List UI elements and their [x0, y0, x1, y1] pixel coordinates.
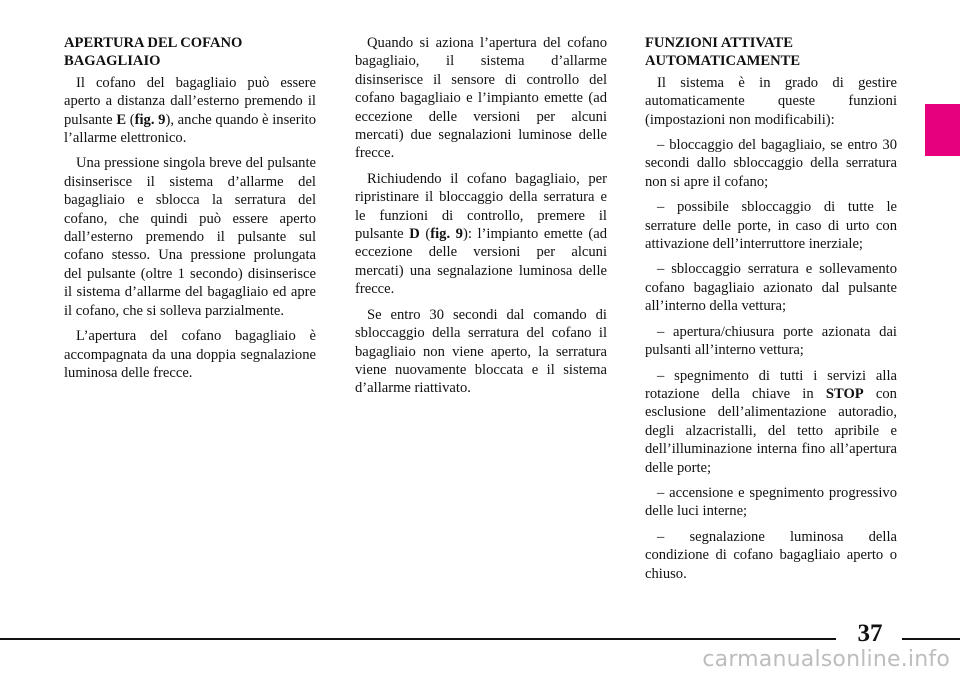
- text-run: (: [419, 226, 431, 243]
- list-item: – sbloccaggio serratura e sollevamento cofano bagagliaio azionato dal pulsante all’interno della vettura;: [645, 261, 897, 315]
- page-number: 37: [857, 620, 883, 647]
- footer-rule-left: [0, 638, 836, 640]
- figure-reference: fig. 9: [430, 226, 463, 243]
- paragraph: [64, 74, 316, 148]
- text-run: (: [126, 111, 135, 128]
- paragraph: [355, 170, 607, 299]
- watermark-text: carmanualsonline.info: [702, 647, 950, 672]
- button-reference: E: [116, 111, 127, 128]
- section-heading-funzioni: [645, 34, 897, 71]
- heading-line-2: AUTOMATICAMENTE: [645, 53, 801, 70]
- list-item: – possibile sbloccaggio di tutte le serrature delle porte, in caso di urto con attivazione dell’interruttore inerziale;: [645, 199, 897, 253]
- column-3: [645, 34, 897, 590]
- paragraph: Quando si aziona l’apertura del cofano bagagliaio, il sistema d’allarme disinserisce il sensore di controllo del cofano bagagliaio e l’impianto emette (ad eccezione delle versioni per alcuni mercati) due segnalazioni luminose delle frecce.: [355, 35, 607, 162]
- text-run: con esclusione dell’alimentazione autoradio, degli alzacristalli, del tetto apribile e dell’illuminazione interna fino all’apertura delle porte;: [645, 385, 897, 476]
- list-item: – apertura/chiusura porte azionata dai pulsanti all’interno vettura;: [645, 323, 897, 359]
- text-run: Richiudendo il cofano bagagliaio, per ripristinare il bloccaggio della serratura e le funzioni di controllo, premere il pulsante: [355, 170, 607, 243]
- text-run: – spegnimento di tutti i servizi alla rotazione della chiave in: [645, 367, 897, 402]
- text-run: ): l’impianto emette (ad eccezione delle versioni per alcuni mercati) una segnalazione luminosa delle frecce.: [355, 226, 607, 298]
- list-item: – bloccaggio del bagagliaio, se entro 30 secondi dallo sbloccaggio della serratura non si apre il cofano;: [645, 137, 897, 190]
- paragraph: Il sistema è in grado di gestire automaticamente queste funzioni (impostazioni non modificabili):: [645, 74, 897, 128]
- text-run: ), anche quando è inserito l’allarme elettronico.: [64, 111, 316, 147]
- list-item: – segnalazione luminosa della condizione di cofano bagagliaio aperto o chiuso.: [645, 528, 897, 582]
- list-item: – accensione e spegnimento progressivo delle luci interne;: [645, 484, 897, 520]
- button-reference: D: [409, 226, 420, 243]
- paragraph: Se entro 30 secondi dal comando di sbloccaggio della serratura del cofano il bagagliaio non viene aperto, la serratura viene nuovamente bloccata e il sistema d’allarme riattivato.: [355, 306, 607, 397]
- footer-rule-right: [902, 638, 960, 640]
- heading-line-1: FUNZIONI ATTIVATE: [645, 35, 794, 51]
- heading-line-1: APERTURA DEL COFANO: [64, 35, 243, 51]
- key-position-reference: STOP: [825, 385, 864, 402]
- text-run: Il cofano del bagagliaio può essere aperto a distanza dall’esterno premendo il pulsante: [64, 74, 316, 128]
- paragraph: L’apertura del cofano bagagliaio è accompagnata da una doppia segnalazione luminosa delle frecce.: [64, 328, 316, 381]
- heading-line-2: BAGAGLIAIO: [64, 53, 161, 70]
- section-heading-apertura: [64, 34, 316, 71]
- figure-reference: fig. 9: [134, 111, 166, 128]
- column-1: [64, 34, 316, 389]
- column-2: [355, 34, 607, 405]
- section-color-tab: [925, 104, 960, 156]
- list-item: [645, 367, 897, 477]
- paragraph: Una pressione singola breve del pulsante disinserisce il sistema d’allarme del bagagliaio e sblocca la serratura del cofano, che quindi può essere aperto dall’esterno premendo il pulsante sul cofano stesso. Una pressione prolungata del pulsante (oltre 1 secondo) disinserisce il sistema d’allarme del bagagliaio ed apre il cofano, che si solleva parzialmente.: [64, 155, 316, 319]
